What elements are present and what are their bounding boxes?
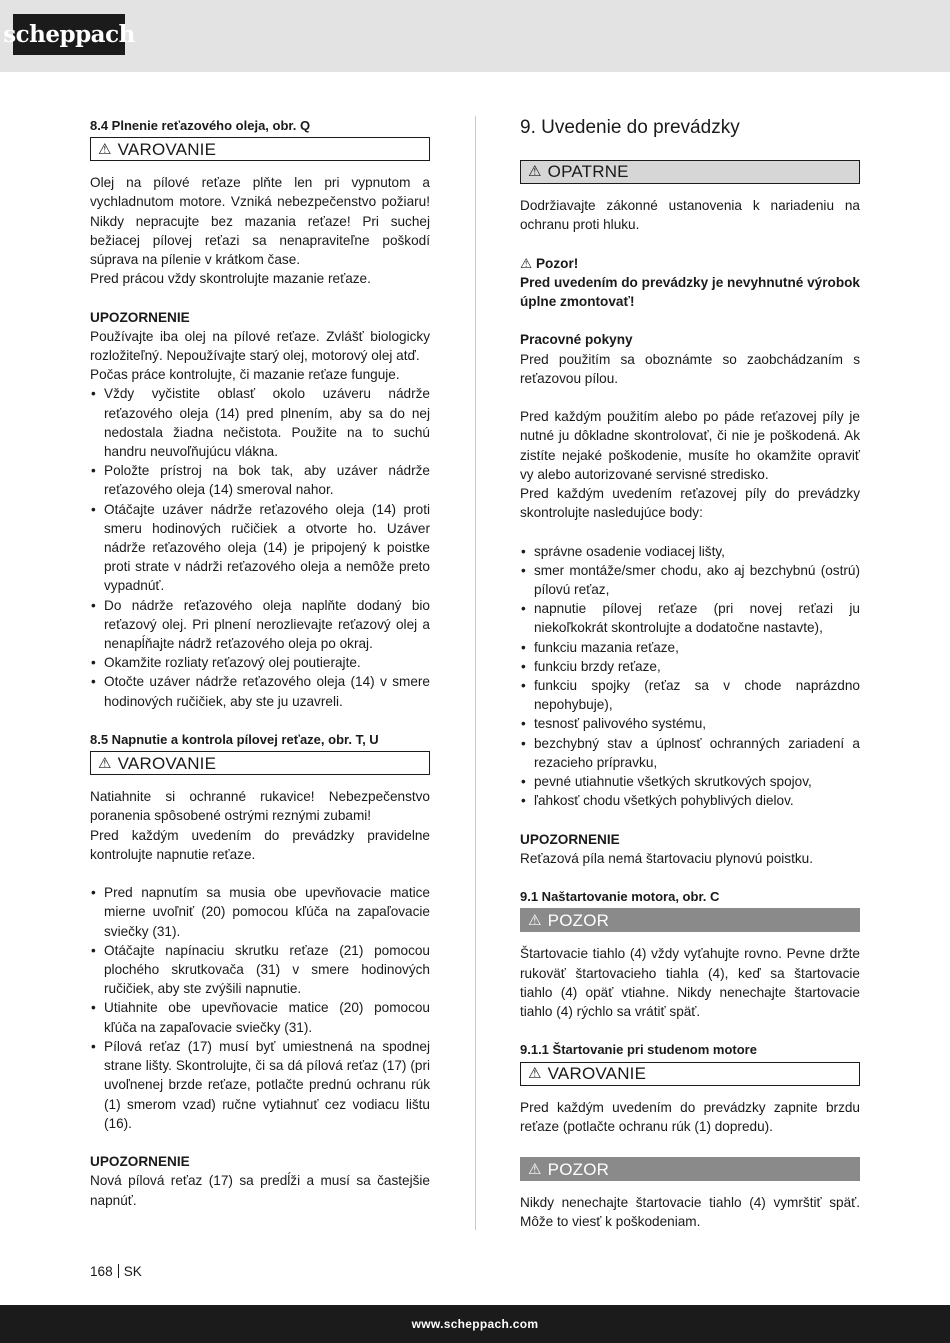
attention-label: ⚠ Pozor!: [520, 255, 579, 271]
footer-band: [0, 1305, 950, 1343]
paragraph: Natiahnite si ochranné rukavice! Nebezpečenstvo poranenia spôsobené ostrými reznými zubami!: [90, 789, 430, 824]
list-item: • funkciu spojky (reťaz sa v chode naprázdno nepohybuje),: [520, 676, 860, 714]
list-item: • tesnosť palivového systému,: [520, 714, 860, 733]
warning-triangle-icon: ⚠: [98, 754, 112, 772]
warning-triangle-icon: ⚠: [528, 1065, 542, 1083]
list-item: • Pílová reťaz (17) musí byť umiestnená na spodnej strane lišty. Skontrolujte, či sa dá pílová reťaz (17) (pri uvoľnenej brzde reťaze, potlačte prednú ochranu rúk (1) smerom vzad) ručne vytiahnuť cez vodiacu lištu (16).: [90, 1037, 430, 1133]
language-code: SK: [123, 1264, 142, 1279]
paragraph: Nová pílová reťaz (17) sa predĺži a musí sa častejšie napnúť.: [90, 1173, 430, 1208]
attention-text: Pred uvedením do prevádzky je nevyhnutné výrobok úplne zmontovať!: [520, 274, 860, 309]
instruction-list: [90, 883, 430, 1133]
section-heading-8-4: 8.4 Plnenie reťazového oleja, obr. Q: [90, 118, 311, 133]
list-item: • ľahkosť chodu všetkých pohyblivých dielov.: [520, 791, 860, 810]
right-column: [520, 116, 860, 1232]
warning-box: ⚠ VAROVANIE: [520, 1062, 860, 1086]
paragraph: Reťazová píla nemá štartovaciu plynovú poistku.: [520, 850, 813, 866]
list-item: • funkciu brzdy reťaze,: [520, 657, 860, 676]
note-heading: UPOZORNENIE: [90, 309, 190, 325]
warning-box: ⚠ VAROVANIE: [90, 751, 430, 775]
paragraph: Pred prácou vždy skontrolujte mazanie reťaze.: [90, 271, 371, 287]
paragraph: Štartovacie tiahlo (4) vždy vyťahujte rovno. Pevne držte rukoväť štartovacieho tiahla (4), keď sa štartovacie tiahlo (4) opäť vtiahne. Nikdy nenechajte štartovacie tiahlo (4) rýchlo sa vrátiť späť.: [520, 946, 860, 1020]
chapter-title: 9. Uvedenie do prevádzky: [520, 117, 740, 138]
paragraph: Pred každým uvedením do prevádzky zapnite brzdu reťaze (potlačte ochranu rúk (1) dopredu).: [520, 1099, 860, 1134]
list-item: • napnutie pílovej reťaze (pri novej reťazi ju niekoľkokrát skontrolujte a dodatočne nastavte),: [520, 599, 860, 637]
warning-triangle-icon: ⚠: [528, 1160, 542, 1178]
header-band: [0, 0, 950, 72]
note-heading: UPOZORNENIE: [520, 831, 620, 847]
section-heading-9-1: 9.1 Naštartovanie motora, obr. C: [520, 889, 720, 905]
caution-box: ⚠ OPATRNE: [520, 160, 860, 184]
paragraph: Nikdy nenechajte štartovacie tiahlo (4) vymrštiť späť. Môže to viesť k poškodeniam.: [520, 1195, 860, 1230]
warning-box: ⚠ VAROVANIE: [90, 137, 430, 161]
pozor-box: ⚠ POZOR: [520, 908, 860, 932]
list-item: • Otáčajte uzáver nádrže reťazového oleja (14) proti smeru hodinových ručičiek a otvorte ho. Uzáver nádrže reťazového oleja (14) je pripojený k poistke proti strate v nádrži reťazového oleja a nemôže preto vypadnúť.: [90, 500, 430, 596]
paragraph: Pred použitím sa oboznámte so zaobchádzaním s reťazovou pílou.: [520, 351, 860, 386]
paragraph: Pred každým uvedením reťazovej píly do prevádzky skontrolujte nasledujúce body:: [520, 486, 860, 521]
brand-logo: [3, 14, 135, 55]
list-item: • Utiahnite obe upevňovacie matice (20) pomocou kľúča na zapaľovacie sviečky (31).: [90, 998, 430, 1036]
list-item: • Do nádrže reťazového oleja naplňte dodaný bio reťazový olej. Pri plnení nerozlievajte reťazový olej a nenapĺňajte nádrž reťazového oleja po okraj.: [90, 596, 430, 654]
section-heading-9-1-1: 9.1.1 Štartovanie pri studenom motore: [520, 1042, 757, 1058]
list-item: • Otočte uzáver nádrže reťazového oleja (14) v smere hodinových ručičiek, aby ste ju uzavreli.: [90, 672, 430, 710]
column-divider: [475, 116, 476, 1230]
page-number: 168: [90, 1264, 113, 1279]
paragraph: Olej na pílové reťaze plňte len pri vypnutom a vychladnutom motore. Vzniká nebezpečenstvo požiaru! Nikdy nepracujte bez mazania reťaze! Pri suchej bežiacej pílovej reťazi sa nenapraviteľne poškodí súprava na pílenie v krátkom čase.: [90, 175, 430, 268]
checklist: [520, 542, 860, 811]
list-item: • Vždy vyčistite oblasť okolo uzáveru nádrže reťazového oleja (14) pred plnením, aby sa do nej nedostala žiadna nečistota. Použite na to suchú handru neuvoľňujúcu vlákna.: [90, 384, 430, 461]
pozor-box: ⚠ POZOR: [520, 1157, 860, 1181]
list-item: • pevné utiahnutie všetkých skrutkových spojov,: [520, 772, 860, 791]
list-item: • Otáčajte napínaciu skrutku reťaze (21) pomocou plochého skrutkovača (31) v smere hodinových ručičiek, aby ste zvýšili napnutie.: [90, 941, 430, 999]
paragraph: Používajte iba olej na pílové reťaze. Zvlášť biologicky rozložiteľný. Nepoužívajte starý olej, motorový olej atď.: [90, 328, 430, 364]
logo-text: scheppach: [3, 21, 135, 48]
instruction-list: [90, 384, 430, 710]
paragraph: Pred každým použitím alebo po páde reťazovej píly je nutné ju dôkladne skontrolovať, či nie je poškodená. Ak zistíte nejaké poškodenie, musíte ho okamžite opraviť vy alebo autorizované servisné stredisko.: [520, 409, 860, 482]
list-item: • smer montáže/smer chodu, ako aj bezchybnú (ostrú) pílovú reťaz,: [520, 561, 860, 599]
section-heading-8-5: 8.5 Napnutie a kontrola pílovej reťaze, obr. T, U: [90, 732, 379, 748]
paragraph: Dodržiavajte zákonné ustanovenia k nariadeniu na ochranu proti hluku.: [520, 198, 860, 233]
list-item: • Položte prístroj na bok tak, aby uzáver nádrže reťazového oleja (14) smeroval nahor.: [90, 461, 430, 499]
paragraph: Počas práce kontrolujte, či mazanie reťaze funguje.: [90, 367, 400, 383]
warning-triangle-icon: ⚠: [528, 911, 542, 929]
page-footer-number: [90, 1264, 142, 1279]
list-item: • funkciu mazania reťaze,: [520, 638, 860, 657]
warning-triangle-icon: ⚠: [528, 163, 542, 181]
note-heading: UPOZORNENIE: [90, 1154, 190, 1170]
separator: [118, 1264, 119, 1278]
warning-triangle-icon: ⚠: [98, 140, 112, 158]
warning-triangle-icon: ⚠: [520, 255, 536, 271]
list-item: • Pred napnutím sa musia obe upevňovacie matice mierne uvoľniť (20) pomocou kľúča na zapaľovacie sviečky (31).: [90, 883, 430, 941]
subheading: Pracovné pokyny: [520, 332, 633, 348]
list-item: • správne osadenie vodiacej lišty,: [520, 542, 860, 561]
left-column: [90, 116, 430, 1210]
website-link[interactable]: www.scheppach.com: [411, 1317, 539, 1331]
paragraph: Pred každým uvedením do prevádzky pravidelne kontrolujte napnutie reťaze.: [90, 827, 430, 862]
list-item: • bezchybný stav a úplnosť ochranných zariadení a rezacieho prípravku,: [520, 734, 860, 772]
list-item: • Okamžite rozliaty reťazový olej poutierajte.: [90, 653, 430, 672]
